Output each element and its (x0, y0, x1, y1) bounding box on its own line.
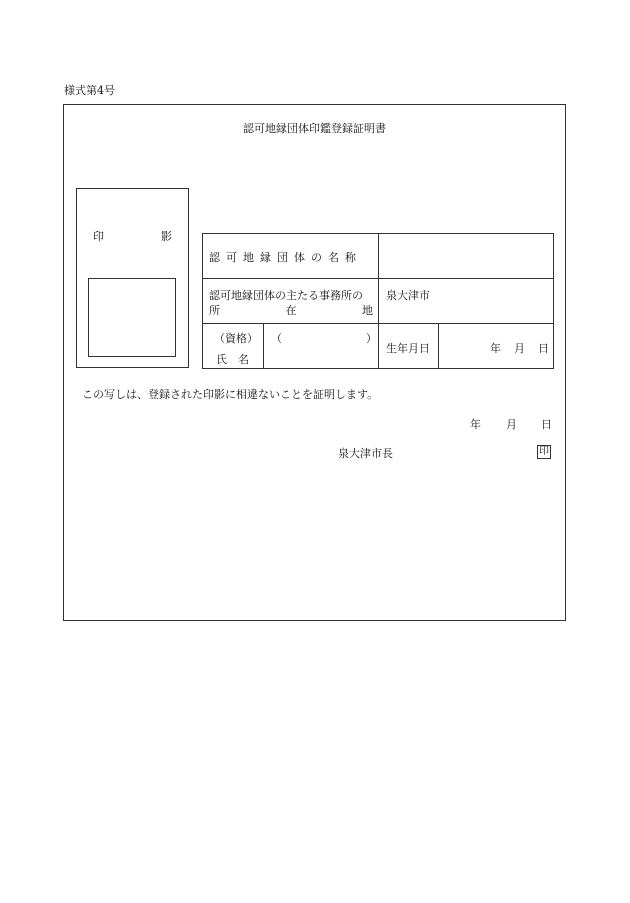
table-border-left (202, 233, 203, 369)
office-location-label-line2 (209, 302, 373, 318)
label-char-sho: 所 (209, 304, 220, 317)
document-title: 認可地縁団体印鑑登録証明書 (243, 122, 386, 135)
table-label-divider (378, 233, 379, 369)
office-location-value: 泉大津市 (386, 289, 430, 302)
name-label: 氏 名 (216, 353, 249, 366)
label-char-zai: 在 (285, 304, 297, 317)
table-border-right (553, 233, 554, 369)
birth-year-unit: 年 (490, 342, 501, 355)
birth-date-label: 生年月日 (386, 342, 430, 355)
qualification-paren-open: （ (271, 332, 282, 345)
certification-statement: この写しは、登録された印影に相違ないことを証明します。 (82, 388, 379, 401)
birth-day-unit: 日 (538, 342, 549, 355)
seal-impression-area (88, 278, 176, 357)
issue-date-month: 月 (506, 418, 517, 431)
official-stamp-mark: 印 (539, 446, 549, 457)
qualification-label: （資格） (214, 332, 258, 345)
form-number: 様式第4号 (64, 84, 115, 97)
seal-label-ei: 影 (161, 230, 172, 243)
seal-label-in: 印 (93, 230, 104, 243)
association-name-label: 認可地縁団体の名称 (209, 251, 362, 264)
birth-month-unit: 月 (514, 342, 525, 355)
qualification-paren-close: ） (366, 332, 377, 345)
issuer-name: 泉大津市長 (338, 447, 393, 460)
table-birth-divider (438, 323, 439, 369)
office-location-label-line1: 認可地縁団体の主たる事務所の (209, 289, 363, 302)
issue-date-day: 日 (541, 418, 552, 431)
label-char-chi: 地 (362, 304, 373, 317)
table-qual-divider (263, 323, 264, 369)
issue-date-year: 年 (470, 418, 481, 431)
